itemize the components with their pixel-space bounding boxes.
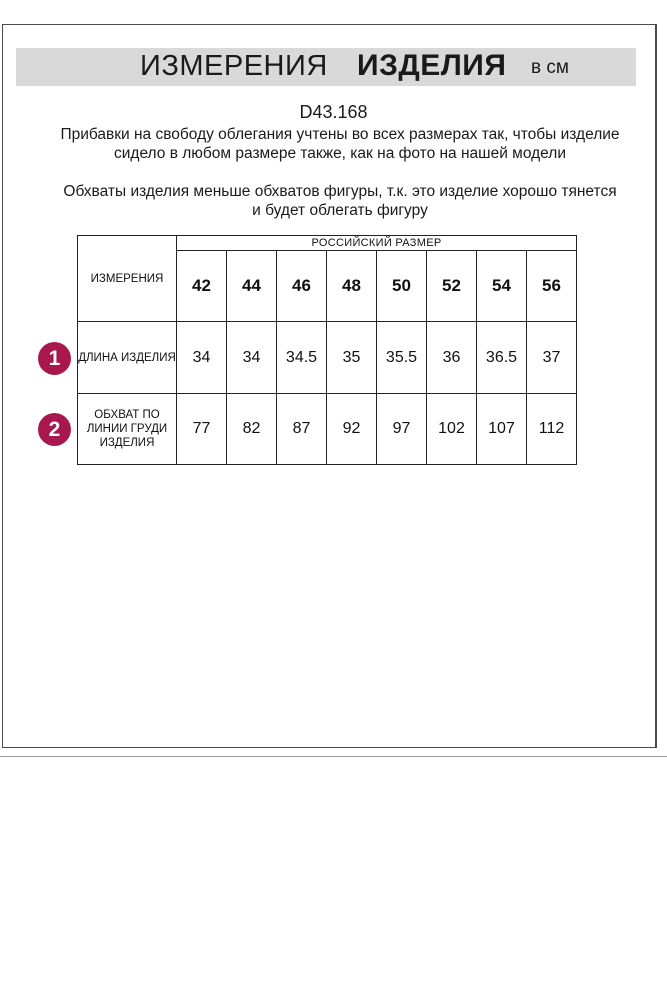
size-header: 56 [527,251,577,322]
table-cell: 37 [527,322,577,394]
table-cell: 36.5 [477,322,527,394]
table-row [78,322,577,394]
row-marker-2: 2 [38,413,71,446]
table-cell: 87 [277,394,327,465]
table-cell: 112 [527,394,577,465]
size-header: 46 [277,251,327,322]
corner-label: ИЗМЕРЕНИЯ [78,236,177,322]
row-label: ДЛИНА ИЗДЕЛИЯ [78,322,177,394]
table-row [78,394,577,465]
table-cell: 34.5 [277,322,327,394]
row-marker-1: 1 [38,342,71,375]
table-cell: 35 [327,322,377,394]
divider [0,756,667,757]
table-cell: 102 [427,394,477,465]
size-header: 44 [227,251,277,322]
stretch-note: Обхваты изделия меньше обхватов фигуры, т.к. это изделие хорошо тянется и будет облегать фигуру [63,183,617,219]
row-label: ОБХВАТ ПО ЛИНИИ ГРУДИ ИЗДЕЛИЯ [78,394,177,465]
table-cell: 107 [477,394,527,465]
table-cell: 34 [177,322,227,394]
size-header: 54 [477,251,527,322]
header-unit: в см [531,57,569,78]
table-cell: 34 [227,322,277,394]
table-cell: 77 [177,394,227,465]
size-header: 48 [327,251,377,322]
table-cell: 92 [327,394,377,465]
table-cell: 35.5 [377,322,427,394]
header-title-product: ИЗДЕЛИЯ [357,49,507,82]
table-cell: 82 [227,394,277,465]
table-header-row [78,236,577,251]
size-group-label: РОССИЙСКИЙ РАЗМЕР [177,236,577,251]
product-code: D43.168 [299,102,368,122]
size-header: 42 [177,251,227,322]
size-header: 52 [427,251,477,322]
fit-note: Прибавки на свободу облегания учтены во всех размерах так, чтобы изделие сидело в любом размере также, как на фото на нашей модели [60,126,620,162]
size-header: 50 [377,251,427,322]
header-band [16,48,636,86]
header-title-measurements: ИЗМЕРЕНИЯ [140,50,328,82]
table-cell: 97 [377,394,427,465]
table-cell: 36 [427,322,477,394]
size-table [77,235,577,465]
